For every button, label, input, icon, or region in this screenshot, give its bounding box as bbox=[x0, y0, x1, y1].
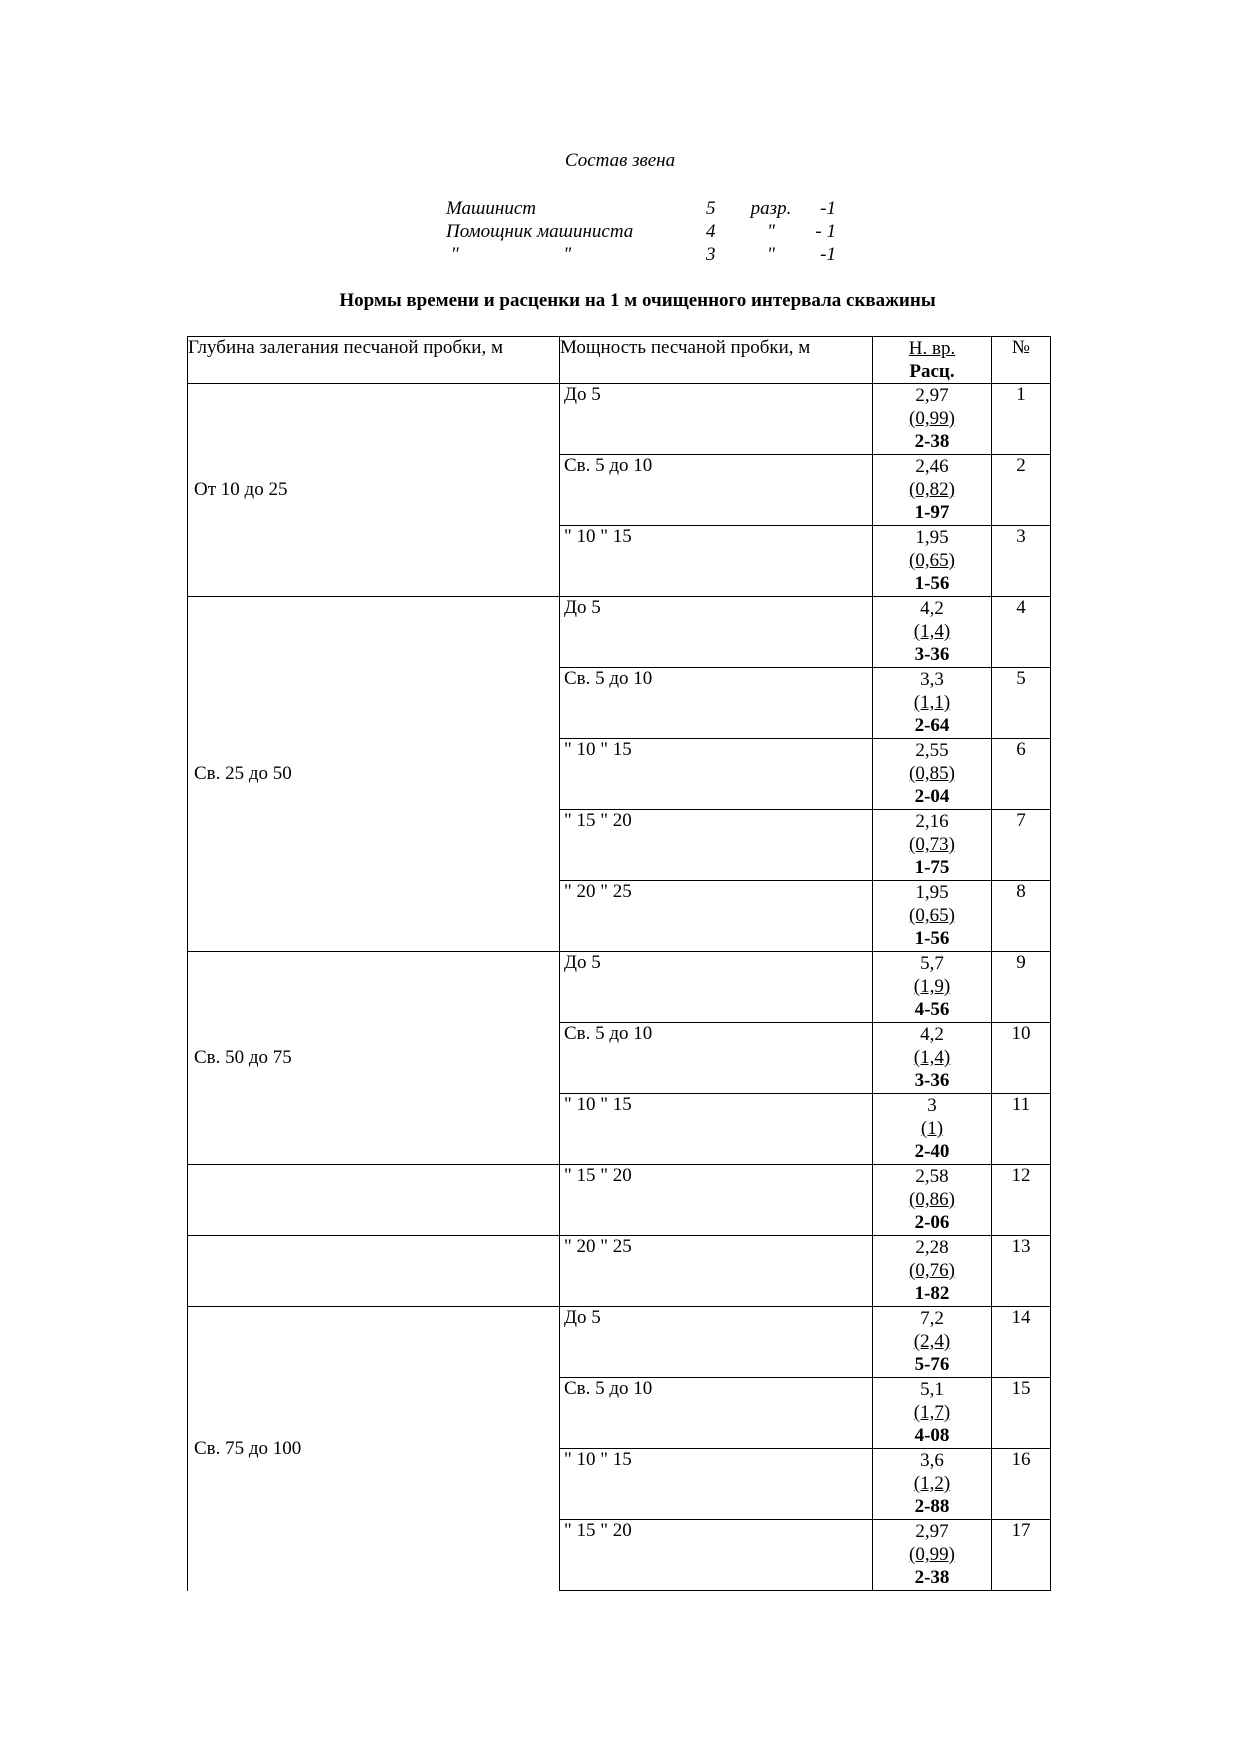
time-norm-alt: (0,86) bbox=[909, 1189, 955, 1210]
table-header-row bbox=[188, 337, 1051, 384]
time-norm: 2,28 bbox=[915, 1237, 949, 1258]
crew-unit: разр. bbox=[750, 198, 792, 219]
norm-rate-cell bbox=[873, 1520, 992, 1591]
row-number: 9 bbox=[992, 952, 1051, 1023]
rate-value: 1-75 bbox=[914, 857, 950, 878]
header-thickness: Мощность песчаной пробки, м bbox=[560, 337, 873, 384]
depth-cell: Св. 75 до 100 bbox=[188, 1307, 560, 1591]
norm-rate-cell bbox=[873, 1165, 992, 1236]
thickness-cell: До 5 bbox=[560, 952, 873, 1023]
thickness-cell: До 5 bbox=[560, 597, 873, 668]
row-number: 14 bbox=[992, 1307, 1051, 1378]
header-norm: Н. вр. bbox=[908, 338, 956, 359]
norms-table bbox=[187, 336, 1051, 1591]
norm-rate-cell bbox=[873, 881, 992, 952]
row-number: 5 bbox=[992, 668, 1051, 739]
table-row bbox=[188, 1236, 1051, 1307]
row-number: 13 bbox=[992, 1236, 1051, 1307]
depth-cell: Св. 25 до 50 bbox=[188, 597, 560, 952]
time-norm-alt: (0,99) bbox=[909, 408, 955, 429]
time-norm-alt: (0,82) bbox=[909, 479, 955, 500]
page-title: Нормы времени и расценки на 1 м очищенного интервала скважины bbox=[339, 290, 936, 311]
crew-count: -1 bbox=[820, 244, 836, 265]
norm-rate-cell bbox=[873, 455, 992, 526]
row-number: 15 bbox=[992, 1378, 1051, 1449]
time-norm: 3 bbox=[927, 1095, 937, 1116]
time-norm: 2,46 bbox=[915, 456, 949, 477]
crew-count: - 1 bbox=[815, 221, 836, 242]
crew-unit: " bbox=[767, 244, 775, 265]
time-norm-alt: (0,65) bbox=[909, 905, 955, 926]
time-norm: 2,16 bbox=[915, 811, 949, 832]
rate-value: 2-38 bbox=[914, 1567, 950, 1588]
time-norm-alt: (0,65) bbox=[909, 550, 955, 571]
crew-grade: 5 bbox=[706, 198, 716, 219]
thickness-cell: Св. 5 до 10 bbox=[560, 455, 873, 526]
depth-cell: От 10 до 25 bbox=[188, 384, 560, 597]
thickness-cell: " 15 " 20 bbox=[560, 1520, 873, 1591]
time-norm-alt: (0,73) bbox=[909, 834, 955, 855]
depth-cell bbox=[188, 1236, 560, 1307]
time-norm: 2,97 bbox=[915, 1521, 949, 1542]
row-number: 3 bbox=[992, 526, 1051, 597]
time-norm: 2,97 bbox=[915, 385, 949, 406]
time-norm-alt: (1) bbox=[920, 1118, 944, 1139]
row-number: 7 bbox=[992, 810, 1051, 881]
thickness-cell: " 10 " 15 bbox=[560, 739, 873, 810]
thickness-cell: " 15 " 20 bbox=[560, 810, 873, 881]
row-number: 16 bbox=[992, 1449, 1051, 1520]
header-depth: Глубина залегания песчаной пробки, м bbox=[188, 337, 560, 384]
time-norm: 3,6 bbox=[920, 1450, 944, 1471]
crew-role: Помощник машиниста bbox=[446, 221, 634, 242]
time-norm: 1,95 bbox=[915, 882, 949, 903]
rate-value: 1-97 bbox=[914, 502, 950, 523]
table-row bbox=[188, 952, 1051, 1023]
rate-value: 1-56 bbox=[914, 928, 950, 949]
time-norm: 4,2 bbox=[920, 1024, 944, 1045]
time-norm-alt: (1,2) bbox=[913, 1473, 951, 1494]
depth-cell bbox=[188, 1165, 560, 1236]
norm-rate-cell bbox=[873, 526, 992, 597]
crew-count: -1 bbox=[820, 198, 836, 219]
row-number: 1 bbox=[992, 384, 1051, 455]
time-norm: 2,58 bbox=[915, 1166, 949, 1187]
norm-rate-cell bbox=[873, 1094, 992, 1165]
table-row bbox=[188, 384, 1051, 455]
norm-rate-cell bbox=[873, 739, 992, 810]
table-row bbox=[188, 597, 1051, 668]
table-row bbox=[188, 1307, 1051, 1378]
crew-role: " " bbox=[446, 244, 572, 265]
row-number: 2 bbox=[992, 455, 1051, 526]
rate-value: 3-36 bbox=[914, 644, 950, 665]
crew-composition bbox=[446, 197, 836, 266]
norm-rate-cell bbox=[873, 597, 992, 668]
header-rate: Расц. bbox=[909, 361, 955, 382]
time-norm-alt: (1,9) bbox=[913, 976, 951, 997]
thickness-cell: " 10 " 15 bbox=[560, 1094, 873, 1165]
crew-title: Состав звена bbox=[564, 150, 676, 171]
norm-rate-cell bbox=[873, 952, 992, 1023]
rate-value: 2-04 bbox=[914, 786, 950, 807]
rate-value: 4-08 bbox=[914, 1425, 950, 1446]
crew-row bbox=[446, 197, 836, 220]
row-number: 11 bbox=[992, 1094, 1051, 1165]
rate-value: 3-36 bbox=[914, 1070, 950, 1091]
time-norm: 2,55 bbox=[915, 740, 949, 761]
depth-cell: Св. 50 до 75 bbox=[188, 952, 560, 1165]
norm-rate-cell bbox=[873, 1023, 992, 1094]
thickness-cell: " 10 " 15 bbox=[560, 1449, 873, 1520]
crew-grade: 3 bbox=[706, 244, 716, 265]
rate-value: 1-56 bbox=[914, 573, 950, 594]
thickness-cell: " 15 " 20 bbox=[560, 1165, 873, 1236]
norm-rate-cell bbox=[873, 1307, 992, 1378]
time-norm-alt: (0,99) bbox=[909, 1544, 955, 1565]
rate-value: 5-76 bbox=[914, 1354, 950, 1375]
time-norm: 3,3 bbox=[920, 669, 944, 690]
time-norm-alt: (1,4) bbox=[913, 621, 951, 642]
norm-rate-cell bbox=[873, 1449, 992, 1520]
thickness-cell: Св. 5 до 10 bbox=[560, 1378, 873, 1449]
time-norm: 5,7 bbox=[920, 953, 944, 974]
rate-value: 2-64 bbox=[914, 715, 950, 736]
row-number: 12 bbox=[992, 1165, 1051, 1236]
row-number: 4 bbox=[992, 597, 1051, 668]
thickness-cell: Св. 5 до 10 bbox=[560, 1023, 873, 1094]
norm-rate-cell bbox=[873, 668, 992, 739]
time-norm-alt: (0,76) bbox=[909, 1260, 955, 1281]
row-number: 8 bbox=[992, 881, 1051, 952]
thickness-cell: Св. 5 до 10 bbox=[560, 668, 873, 739]
rate-value: 2-38 bbox=[914, 431, 950, 452]
crew-unit: " bbox=[767, 221, 775, 242]
time-norm: 5,1 bbox=[920, 1379, 944, 1400]
header-number: № bbox=[992, 337, 1051, 384]
thickness-cell: " 10 " 15 bbox=[560, 526, 873, 597]
thickness-cell: " 20 " 25 bbox=[560, 881, 873, 952]
crew-role: Машинист bbox=[446, 198, 536, 219]
rate-value: 2-40 bbox=[914, 1141, 950, 1162]
crew-grade: 4 bbox=[706, 221, 716, 242]
crew-row bbox=[446, 243, 836, 266]
rate-value: 2-06 bbox=[914, 1212, 950, 1233]
row-number: 6 bbox=[992, 739, 1051, 810]
time-norm: 4,2 bbox=[920, 598, 944, 619]
table-row bbox=[188, 1165, 1051, 1236]
row-number: 10 bbox=[992, 1023, 1051, 1094]
time-norm-alt: (1,4) bbox=[913, 1047, 951, 1068]
crew-row bbox=[446, 220, 836, 243]
time-norm-alt: (2,4) bbox=[913, 1331, 951, 1352]
norm-rate-cell bbox=[873, 1378, 992, 1449]
time-norm-alt: (0,85) bbox=[909, 763, 955, 784]
time-norm-alt: (1,1) bbox=[913, 692, 951, 713]
rate-value: 4-56 bbox=[914, 999, 950, 1020]
time-norm: 1,95 bbox=[915, 527, 949, 548]
norm-rate-cell bbox=[873, 810, 992, 881]
norm-rate-cell bbox=[873, 384, 992, 455]
thickness-cell: " 20 " 25 bbox=[560, 1236, 873, 1307]
row-number: 17 bbox=[992, 1520, 1051, 1591]
norm-rate-cell bbox=[873, 1236, 992, 1307]
rate-value: 1-82 bbox=[914, 1283, 950, 1304]
rate-value: 2-88 bbox=[914, 1496, 950, 1517]
thickness-cell: До 5 bbox=[560, 384, 873, 455]
time-norm: 7,2 bbox=[920, 1308, 944, 1329]
time-norm-alt: (1,7) bbox=[913, 1402, 951, 1423]
thickness-cell: До 5 bbox=[560, 1307, 873, 1378]
header-norm-rate bbox=[873, 337, 992, 384]
